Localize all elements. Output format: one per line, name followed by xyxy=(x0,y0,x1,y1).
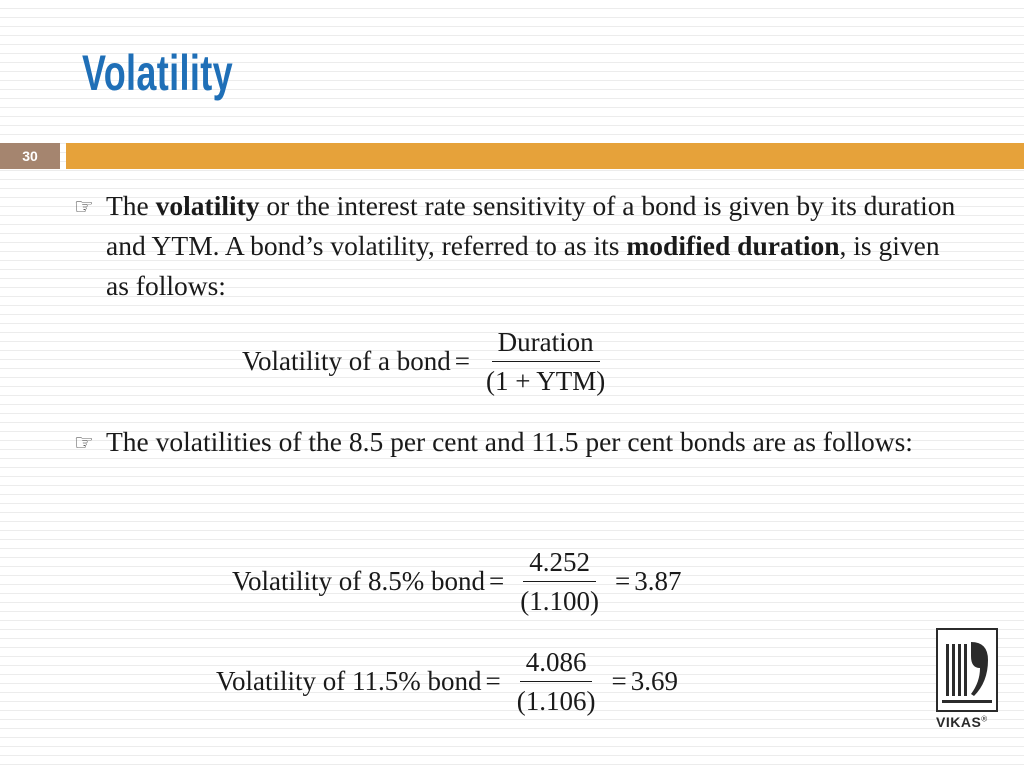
fraction xyxy=(480,325,611,398)
pointing-hand-icon: ☞ xyxy=(74,431,94,456)
slide-title: Volatility xyxy=(82,45,233,101)
slide-number: 30 xyxy=(0,143,60,169)
formula-bond-11-5 xyxy=(216,645,678,718)
registered-mark: ® xyxy=(981,714,988,724)
equals-sign: = xyxy=(614,566,631,596)
bold-term-modified-duration: modified duration xyxy=(626,230,840,261)
formula-result: 3.69 xyxy=(630,666,678,696)
pointing-hand-icon: ☞ xyxy=(74,195,94,220)
equals-sign: = xyxy=(485,666,501,696)
numerator: 4.086 xyxy=(520,645,593,682)
bold-term-volatility: volatility xyxy=(155,190,260,221)
bullet-text-part: The xyxy=(106,190,156,221)
logo-mark-icon xyxy=(936,628,998,712)
equals-sign: = xyxy=(611,666,627,696)
equals-sign: = xyxy=(454,346,470,376)
denominator: (1 + YTM) xyxy=(485,366,606,396)
formula-result: 3.87 xyxy=(634,566,682,596)
bullet-text xyxy=(106,186,964,306)
bullet-text-part: , is given as follows: xyxy=(106,230,940,301)
equals-sign: = xyxy=(489,566,505,596)
bullet-volatility-definition xyxy=(74,186,964,306)
denominator: (1.100) xyxy=(520,586,599,616)
formula-general xyxy=(242,325,617,398)
fraction xyxy=(511,645,602,718)
numerator: Duration xyxy=(492,325,600,362)
formula-lhs: Volatility of a bond xyxy=(242,346,451,376)
book-pages-icon xyxy=(938,630,996,710)
formula-bond-8-5 xyxy=(232,545,681,618)
logo-name: VIKAS xyxy=(936,714,982,730)
formula-lhs: Volatility of 8.5% bond xyxy=(232,566,485,596)
logo-wordmark xyxy=(936,714,1000,730)
denominator: (1.106) xyxy=(516,686,596,716)
vikas-logo xyxy=(936,628,1000,730)
bullet-text-part: or the interest rate sensitivity of a bond is given by its duration and YTM. A bond’s volatility, referred to as its xyxy=(106,190,956,261)
formula-lhs: Volatility of 11.5% bond xyxy=(216,666,482,696)
bullet-volatilities-intro xyxy=(74,422,964,462)
fraction xyxy=(514,545,605,618)
accent-bar xyxy=(66,143,1024,169)
numerator: 4.252 xyxy=(523,545,596,582)
bullet-text: The volatilities of the 8.5 per cent and 11.5 per cent bonds are as follows: xyxy=(106,426,913,457)
